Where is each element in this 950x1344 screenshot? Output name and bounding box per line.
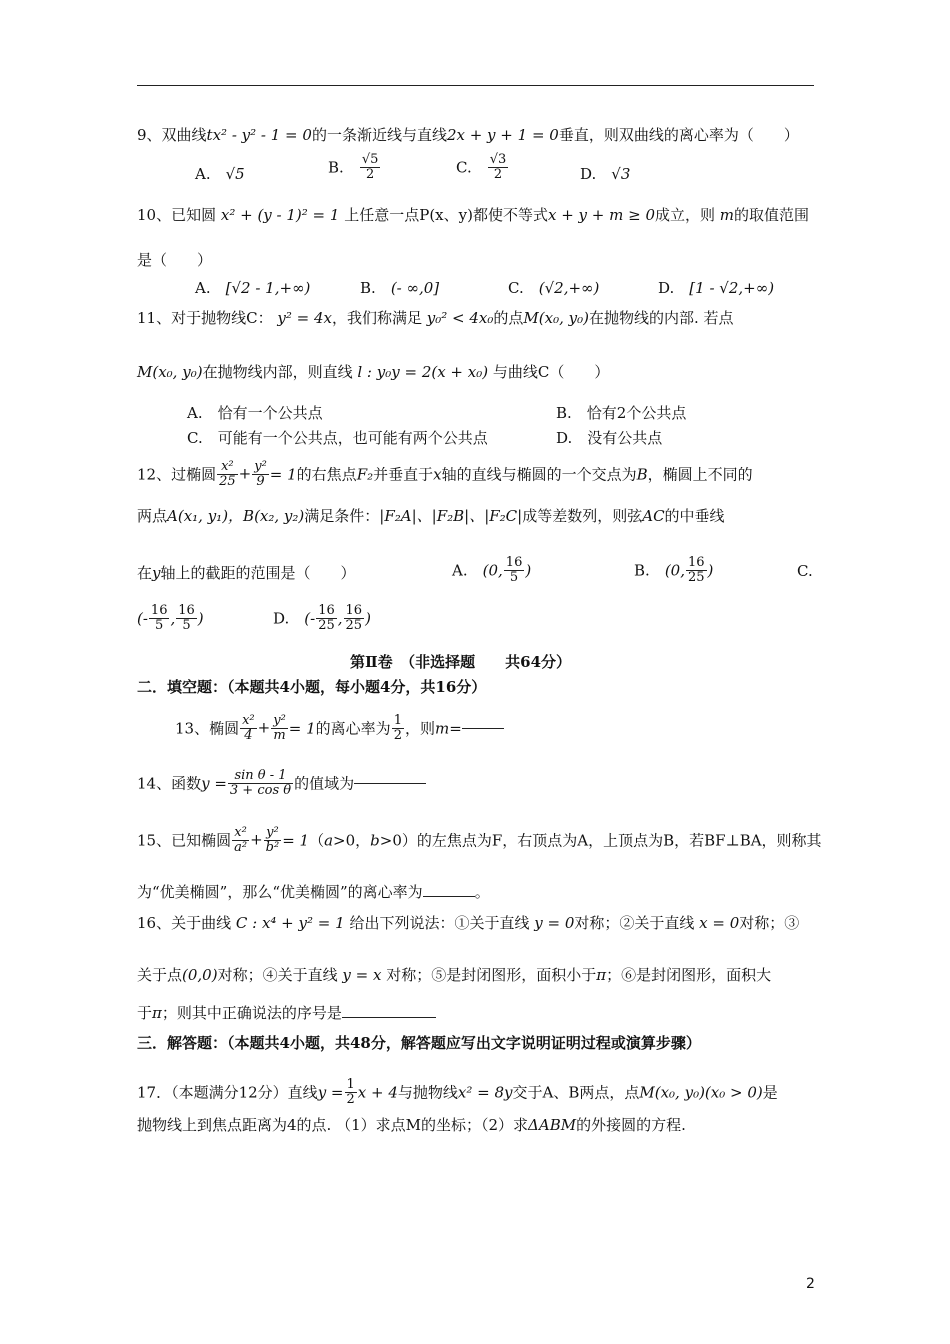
q9-stem: 9、双曲线 bbox=[137, 126, 207, 144]
question-15-cont bbox=[137, 882, 817, 902]
q9-option-d: D. √3 bbox=[580, 165, 631, 183]
q12-stem-g: 满足条件： bbox=[304, 507, 380, 525]
q17-stem: 17．（本题满分12分）直线 bbox=[137, 1083, 318, 1102]
q10-option-b: B. (- ∞,0] bbox=[360, 279, 440, 297]
q16-stem-d: 对称；③ bbox=[739, 914, 800, 932]
q12-ac: AC bbox=[642, 507, 665, 525]
q10-var: m bbox=[719, 206, 735, 224]
q17-stem-b: 与抛物线 bbox=[397, 1083, 458, 1102]
q17-triangle: ΔABM bbox=[528, 1116, 577, 1134]
part2-title: 第Ⅱ卷 （非选择题 共64分） bbox=[350, 653, 572, 671]
question-16 bbox=[137, 913, 817, 933]
question-11 bbox=[137, 308, 817, 328]
q15-stem-c: >0， bbox=[333, 831, 371, 850]
q10-option-a: A. [√2 - 1,+∞) bbox=[195, 279, 311, 297]
question-13: 13、椭圆 $\frac{\text{x²}}{4}$ + $\frac{\text{y²}}{m}$ = 1的离心率为 $\frac{1}{2}$ ，则m= bbox=[175, 714, 855, 743]
q10-stem-b: 上任意一点P(x、y)都使不等式 bbox=[344, 206, 548, 224]
q17-stem-e: 抛物线上到焦点距离为4的点. （1）求点M的坐标；（2）求 bbox=[137, 1116, 529, 1134]
q9-line-equation: 2x + y + 1 = 0 bbox=[446, 126, 559, 144]
q11-parabola: y² = 4x bbox=[277, 309, 332, 327]
q16-stem-h: ；⑥是封闭图形，面积大 bbox=[606, 966, 772, 984]
q16-stem-i: 于 bbox=[137, 1004, 153, 1022]
q16-line-yx: y = x bbox=[342, 966, 382, 984]
q9-option-b: B. $\frac{√5}{2}$ bbox=[328, 152, 379, 182]
q9-equation: tx² - y² - 1 = 0 bbox=[206, 126, 312, 144]
q12-x: x bbox=[433, 465, 442, 484]
question-17: 17．（本题满分12分）直线y = $\frac{1}{2}$ x + 4与抛物线x² = 8y交于A、B两点，点M(x₀, y₀)(x₀ > 0)是 bbox=[137, 1077, 778, 1107]
q12-option-d: D. (- $\frac{16}{25}$ , $\frac{16}{25}$ ) bbox=[273, 603, 371, 633]
q13-stem-c: ，则 bbox=[404, 719, 435, 738]
q16-pi-2: π bbox=[152, 1004, 162, 1022]
q12-points: A(x₁, y₁)，B(x₂, y₂) bbox=[167, 507, 305, 525]
q9-option-c: C. $\frac{√3}{2}$ bbox=[456, 152, 507, 182]
q15-stem: 15、已知椭圆 bbox=[137, 831, 232, 850]
q17-line-tail: x + 4 bbox=[357, 1083, 398, 1102]
q12-option-c-label: C. bbox=[797, 562, 813, 580]
header-rule bbox=[137, 85, 814, 86]
q13-stem-d: = bbox=[449, 719, 462, 738]
q15-b: b bbox=[370, 831, 380, 850]
q15-a: a bbox=[324, 831, 334, 850]
q15-stem-f: 。 bbox=[474, 883, 490, 901]
q14-stem: 14、函数 bbox=[137, 774, 202, 793]
q12-stem-k: 轴上的截距的范围是（ ） bbox=[160, 564, 356, 582]
page-number: 2 bbox=[806, 1276, 815, 1292]
q12-stem-f: 两点 bbox=[137, 507, 168, 525]
section-3-heading: 三．解答题：（本题共4小题，共48分，解答题应写出文字说明证明过程或演算步骤） bbox=[137, 1034, 701, 1052]
q11-point: M(x₀, y₀) bbox=[523, 309, 589, 327]
q10-option-d: D. [1 - √2,+∞) bbox=[658, 279, 775, 297]
question-17-cont bbox=[137, 1115, 817, 1135]
question-14: 14、函数y = $\frac{\text{sin θ - 1}}{\text{3 + cos θ}}$ 的值域为 bbox=[137, 769, 817, 798]
q12-stem-e: ，椭圆上不同的 bbox=[647, 465, 753, 484]
q11-line: l : y₀y = 2(x + x₀) bbox=[357, 363, 489, 381]
q16-stem-e: 关于点 bbox=[137, 966, 183, 984]
q13-var: m bbox=[434, 719, 450, 738]
q14-y: y = bbox=[201, 774, 227, 793]
q11-point-2: M(x₀, y₀) bbox=[137, 363, 203, 381]
q12-distances: |F₂A|、|F₂B|、|F₂C| bbox=[379, 507, 523, 525]
q16-origin: (0,0) bbox=[182, 966, 218, 984]
q13-answer-blank[interactable] bbox=[462, 728, 504, 729]
q16-stem-b: 给出下列说法：①关于直线 bbox=[349, 914, 530, 932]
q16-curve: C : x⁴ + y² = 1 bbox=[235, 914, 345, 932]
q14-stem-b: 的值域为 bbox=[294, 774, 355, 793]
q10-option-c: C. (√2,+∞) bbox=[508, 279, 600, 297]
q11-option-c: C. 可能有一个公共点，也可能有两个公共点 bbox=[187, 429, 488, 447]
q10-inequality: x + y + m ≥ 0 bbox=[547, 206, 655, 224]
q12-stem-d: 轴的直线与椭圆的一个交点为 bbox=[441, 465, 637, 484]
q17-point: M(x₀, y₀)(x₀ > 0) bbox=[639, 1083, 763, 1102]
q12-y: y bbox=[152, 564, 161, 582]
q11-option-b: B. 恰有2个公共点 bbox=[556, 404, 687, 422]
q11-stem-c: 的点 bbox=[493, 309, 524, 327]
q12-stem-b: 的右焦点 bbox=[296, 465, 357, 484]
question-9 bbox=[137, 125, 817, 145]
q16-stem: 16、关于曲线 bbox=[137, 914, 232, 932]
q9-stem-c: 垂直，则双曲线的离心率为（ ） bbox=[558, 126, 799, 144]
q16-line-y0: y = 0 bbox=[534, 914, 575, 932]
q12-stem-i: 的中垂线 bbox=[664, 507, 725, 525]
q10-stem: 10、已知圆 bbox=[137, 206, 217, 224]
q13-stem: 13、椭圆 bbox=[175, 719, 240, 738]
q11-option-a: A. 恰有一个公共点 bbox=[187, 404, 323, 422]
q11-stem-f: 与曲线C（ ） bbox=[492, 363, 610, 381]
q9-stem-b: 的一条渐近线与直线 bbox=[311, 126, 447, 144]
question-15: 15、已知椭圆 $\frac{\text{x²}}{\text{a²}}$ + $\frac{\text{y²}}{\text{b²}}$ = 1（a>0，b>0）的左焦点为F，右顶点为A，上顶点为B，若BF⊥BA，则称其 bbox=[137, 825, 822, 855]
q15-stem-e: 为“优美椭圆”，那么“优美椭圆”的离心率为 bbox=[137, 883, 423, 901]
section-2-heading: 二．填空题：（本题共4小题，每小题4分，共16分） bbox=[137, 678, 487, 696]
q15-stem-d: >0）的左焦点为F，右顶点为A，上顶点为B，若BF⊥BA，则称其 bbox=[379, 831, 822, 850]
q9-option-a: A. √5 bbox=[195, 165, 245, 183]
q14-answer-blank[interactable] bbox=[354, 783, 426, 784]
q16-pi-1: π bbox=[596, 966, 607, 984]
q16-stem-f: 对称；④关于直线 bbox=[217, 966, 338, 984]
q11-stem: 11、对于抛物线C： bbox=[137, 309, 273, 327]
q10-stem-c: 成立，则 bbox=[654, 206, 715, 224]
q16-stem-c: 对称；②关于直线 bbox=[574, 914, 695, 932]
q16-line-x0: x = 0 bbox=[699, 914, 740, 932]
q16-answer-blank[interactable] bbox=[342, 1017, 436, 1018]
q10-stem-e: 是（ ） bbox=[137, 251, 213, 269]
q11-stem-d: 在抛物线的内部. 若点 bbox=[588, 309, 734, 327]
q17-stem-c: 交于A、B两点，点 bbox=[512, 1083, 640, 1102]
q12-stem-j: 在 bbox=[137, 564, 153, 582]
q17-stem-d: 是 bbox=[762, 1083, 778, 1102]
question-16-cont-2 bbox=[137, 1003, 817, 1023]
question-10-cont bbox=[137, 250, 817, 270]
q11-stem-e: 在抛物线内部，则直线 bbox=[202, 363, 353, 381]
q12-option-b: B. (0, $\frac{16}{25}$ ) bbox=[634, 555, 714, 585]
q17-stem-f: 的外接圆的方程. bbox=[576, 1116, 686, 1134]
q15-answer-blank[interactable] bbox=[423, 896, 475, 897]
q11-stem-b: ，我们称满足 bbox=[331, 309, 422, 327]
q11-option-d: D. 没有公共点 bbox=[556, 429, 663, 447]
q12-f2: F₂ bbox=[356, 465, 374, 484]
q12-stem-h: 成等差数列，则弦 bbox=[522, 507, 643, 525]
q12-option-a: A. (0, $\frac{16}{5}$ ) bbox=[452, 555, 532, 585]
q12-stem-c: 并垂直于 bbox=[373, 465, 434, 484]
q10-stem-d: 的取值范围 bbox=[734, 206, 810, 224]
question-10 bbox=[137, 205, 817, 225]
q17-y: y = bbox=[317, 1083, 344, 1102]
q12-b: B bbox=[636, 465, 648, 484]
q15-stem-b: （ bbox=[309, 831, 325, 850]
q11-condition: y₀² < 4x₀ bbox=[426, 309, 494, 327]
q17-parabola: x² = 8y bbox=[457, 1083, 513, 1102]
q16-stem-j: ；则其中正确说法的序号是 bbox=[161, 1004, 342, 1022]
question-12-cont bbox=[137, 506, 817, 526]
question-11-cont bbox=[137, 362, 817, 382]
q13-stem-b: 的离心率为 bbox=[315, 719, 391, 738]
q12-stem: 12、过椭圆 bbox=[137, 465, 217, 484]
q16-stem-g: 对称；⑤是封闭图形，面积小于 bbox=[386, 966, 597, 984]
question-12: 12、过椭圆 $\frac{\text{x²}}{25}$ + $\frac{\text{y²}}{9}$ = 1的右焦点F₂并垂直于x轴的直线与椭圆的一个交点为B，椭圆上不同的 bbox=[137, 459, 753, 489]
q10-circle-equation: x² + (y - 1)² = 1 bbox=[220, 206, 340, 224]
question-16-cont bbox=[137, 965, 817, 985]
q12-option-c: (- $\frac{16}{5}$ , $\frac{16}{5}$ ) bbox=[137, 603, 204, 633]
